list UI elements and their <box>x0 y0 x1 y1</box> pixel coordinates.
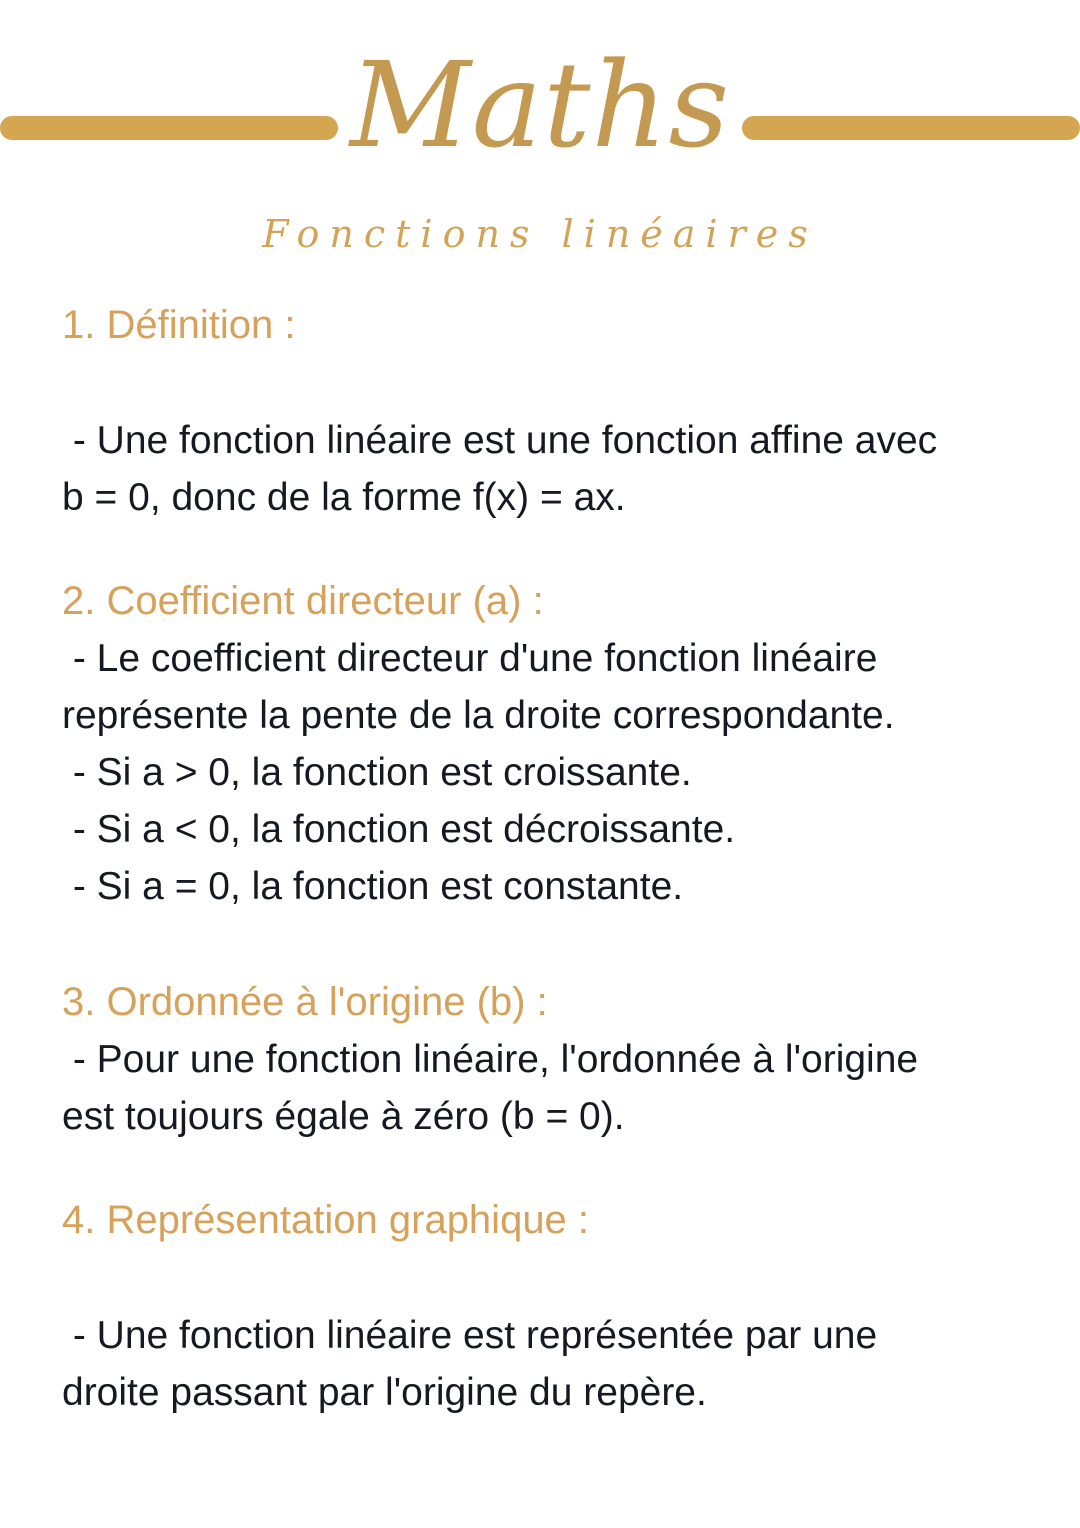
section-heading: 2. Coefficient directeur (a) : <box>62 579 544 623</box>
decorative-rule-left <box>0 116 338 140</box>
section-coefficient <box>62 572 1022 915</box>
text-line: - Une fonction linéaire est représentée par une <box>62 1314 878 1357</box>
text-line: - Si a = 0, la fonction est constante. <box>62 865 684 908</box>
text-line: représente la pente de la droite correspondante. <box>62 694 895 737</box>
page-title: Maths <box>349 36 731 174</box>
text-line: - Le coefficient directeur d'une fonction linéaire <box>62 637 878 680</box>
text-line: - Si a > 0, la fonction est croissante. <box>62 751 692 794</box>
section-heading: 4. Représentation graphique : <box>62 1198 590 1242</box>
section-representation <box>62 1191 1022 1421</box>
section-heading: 3. Ordonnée à l'origine (b) : <box>62 980 548 1024</box>
decorative-rule-right <box>742 116 1080 140</box>
page-subtitle: Fonctions linéaires <box>262 212 818 256</box>
section-definition <box>62 296 1022 526</box>
section-ordonnee <box>62 973 1022 1145</box>
page-header <box>0 0 1080 270</box>
text-line: est toujours égale à zéro (b = 0). <box>62 1095 625 1138</box>
text-line: - Si a < 0, la fonction est décroissante. <box>62 808 736 851</box>
text-line: - Pour une fonction linéaire, l'ordonnée à l'origine <box>62 1038 919 1081</box>
text-line: - Une fonction linéaire est une fonction affine avec <box>62 419 938 462</box>
text-line: droite passant par l'origine du repère. <box>62 1371 707 1414</box>
section-heading: 1. Définition : <box>62 303 296 347</box>
text-line: b = 0, donc de la forme f(x) = ax. <box>62 476 626 519</box>
notes-body <box>62 296 1022 1421</box>
